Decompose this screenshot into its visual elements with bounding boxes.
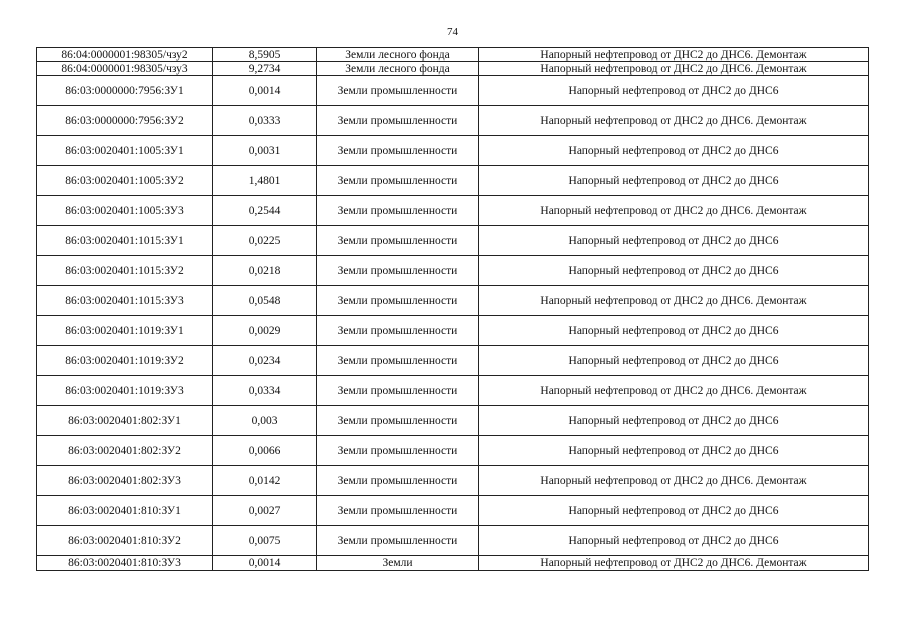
- object-name-cell: Напорный нефтепровод от ДНС2 до ДНС6: [479, 316, 869, 346]
- object-name-cell: Напорный нефтепровод от ДНС2 до ДНС6. Демонтаж: [479, 48, 869, 62]
- cadastral-number-cell: 86:03:0020401:1005:ЗУ2: [37, 166, 213, 196]
- table-row: [37, 226, 869, 256]
- land-category-cell: Земли промышленности: [317, 76, 479, 106]
- table-row: [37, 496, 869, 526]
- object-name-cell: Напорный нефтепровод от ДНС2 до ДНС6. Демонтаж: [479, 62, 869, 76]
- object-name-cell: Напорный нефтепровод от ДНС2 до ДНС6: [479, 166, 869, 196]
- area-cell: 0,0234: [213, 346, 317, 376]
- cadastral-number-cell: 86:03:0000000:7956:ЗУ2: [37, 106, 213, 136]
- table-row: [37, 526, 869, 556]
- area-cell: 0,0225: [213, 226, 317, 256]
- cadastral-number-cell: 86:04:0000001:98305/чзу3: [37, 62, 213, 76]
- area-cell: 0,0029: [213, 316, 317, 346]
- land-category-cell: Земли промышленности: [317, 256, 479, 286]
- object-name-cell: Напорный нефтепровод от ДНС2 до ДНС6: [479, 496, 869, 526]
- object-name-cell: Напорный нефтепровод от ДНС2 до ДНС6: [479, 406, 869, 436]
- land-category-cell: Земли лесного фонда: [317, 62, 479, 76]
- table-row: [37, 256, 869, 286]
- table-row: [37, 76, 869, 106]
- area-cell: 8,5905: [213, 48, 317, 62]
- land-category-cell: Земли: [317, 556, 479, 571]
- object-name-cell: Напорный нефтепровод от ДНС2 до ДНС6: [479, 136, 869, 166]
- page-number: 74: [447, 26, 458, 38]
- table-row: [37, 48, 869, 62]
- area-cell: 0,0066: [213, 436, 317, 466]
- land-category-cell: Земли промышленности: [317, 226, 479, 256]
- land-category-cell: Земли промышленности: [317, 196, 479, 226]
- object-name-cell: Напорный нефтепровод от ДНС2 до ДНС6. Демонтаж: [479, 466, 869, 496]
- land-category-cell: Земли промышленности: [317, 106, 479, 136]
- land-category-cell: Земли промышленности: [317, 346, 479, 376]
- table-row: [37, 136, 869, 166]
- object-name-cell: Напорный нефтепровод от ДНС2 до ДНС6. Демонтаж: [479, 556, 869, 571]
- area-cell: 0,0014: [213, 556, 317, 571]
- cadastral-number-cell: 86:03:0020401:810:ЗУ3: [37, 556, 213, 571]
- table-row: [37, 316, 869, 346]
- table-row: [37, 376, 869, 406]
- land-category-cell: Земли промышленности: [317, 376, 479, 406]
- object-name-cell: Напорный нефтепровод от ДНС2 до ДНС6. Демонтаж: [479, 376, 869, 406]
- cadastral-number-cell: 86:03:0020401:1019:ЗУ3: [37, 376, 213, 406]
- area-cell: 0,0075: [213, 526, 317, 556]
- land-category-cell: Земли промышленности: [317, 286, 479, 316]
- land-category-cell: Земли промышленности: [317, 136, 479, 166]
- area-cell: 9,2734: [213, 62, 317, 76]
- land-category-cell: Земли лесного фонда: [317, 48, 479, 62]
- land-category-cell: Земли промышленности: [317, 406, 479, 436]
- area-cell: 0,2544: [213, 196, 317, 226]
- land-category-cell: Земли промышленности: [317, 496, 479, 526]
- land-category-cell: Земли промышленности: [317, 166, 479, 196]
- area-cell: 0,0218: [213, 256, 317, 286]
- cadastral-number-cell: 86:04:0000001:98305/чзу2: [37, 48, 213, 62]
- area-cell: 0,0333: [213, 106, 317, 136]
- table-row: [37, 286, 869, 316]
- land-category-cell: Земли промышленности: [317, 526, 479, 556]
- table-row: [37, 166, 869, 196]
- cadastral-number-cell: 86:03:0020401:810:ЗУ2: [37, 526, 213, 556]
- land-category-cell: Земли промышленности: [317, 316, 479, 346]
- object-name-cell: Напорный нефтепровод от ДНС2 до ДНС6. Демонтаж: [479, 286, 869, 316]
- cadastral-number-cell: 86:03:0020401:1015:ЗУ3: [37, 286, 213, 316]
- object-name-cell: Напорный нефтепровод от ДНС2 до ДНС6: [479, 226, 869, 256]
- table-row: [37, 196, 869, 226]
- cadastral-number-cell: 86:03:0020401:1005:ЗУ1: [37, 136, 213, 166]
- cadastral-number-cell: 86:03:0020401:802:ЗУ1: [37, 406, 213, 436]
- object-name-cell: Напорный нефтепровод от ДНС2 до ДНС6: [479, 256, 869, 286]
- table-row: [37, 62, 869, 76]
- cadastral-number-cell: 86:03:0020401:810:ЗУ1: [37, 496, 213, 526]
- area-cell: 0,0027: [213, 496, 317, 526]
- area-cell: 0,0014: [213, 76, 317, 106]
- area-cell: 0,0548: [213, 286, 317, 316]
- cadastral-number-cell: 86:03:0020401:1015:ЗУ1: [37, 226, 213, 256]
- area-cell: 1,4801: [213, 166, 317, 196]
- land-category-cell: Земли промышленности: [317, 466, 479, 496]
- cadastral-number-cell: 86:03:0020401:802:ЗУ3: [37, 466, 213, 496]
- area-cell: 0,0334: [213, 376, 317, 406]
- cadastral-number-cell: 86:03:0020401:1019:ЗУ2: [37, 346, 213, 376]
- cadastral-number-cell: 86:03:0000000:7956:ЗУ1: [37, 76, 213, 106]
- cadastral-number-cell: 86:03:0020401:1005:ЗУ3: [37, 196, 213, 226]
- object-name-cell: Напорный нефтепровод от ДНС2 до ДНС6. Демонтаж: [479, 196, 869, 226]
- land-plot-table: [36, 47, 869, 571]
- land-category-cell: Земли промышленности: [317, 436, 479, 466]
- area-cell: 0,0142: [213, 466, 317, 496]
- table-row: [37, 436, 869, 466]
- area-cell: 0,0031: [213, 136, 317, 166]
- object-name-cell: Напорный нефтепровод от ДНС2 до ДНС6: [479, 76, 869, 106]
- table-row: [37, 556, 869, 571]
- area-cell: 0,003: [213, 406, 317, 436]
- table-row: [37, 346, 869, 376]
- object-name-cell: Напорный нефтепровод от ДНС2 до ДНС6: [479, 346, 869, 376]
- cadastral-number-cell: 86:03:0020401:1019:ЗУ1: [37, 316, 213, 346]
- object-name-cell: Напорный нефтепровод от ДНС2 до ДНС6: [479, 526, 869, 556]
- object-name-cell: Напорный нефтепровод от ДНС2 до ДНС6: [479, 436, 869, 466]
- cadastral-number-cell: 86:03:0020401:802:ЗУ2: [37, 436, 213, 466]
- cadastral-number-cell: 86:03:0020401:1015:ЗУ2: [37, 256, 213, 286]
- table-row: [37, 106, 869, 136]
- table-row: [37, 466, 869, 496]
- table-row: [37, 406, 869, 436]
- object-name-cell: Напорный нефтепровод от ДНС2 до ДНС6. Демонтаж: [479, 106, 869, 136]
